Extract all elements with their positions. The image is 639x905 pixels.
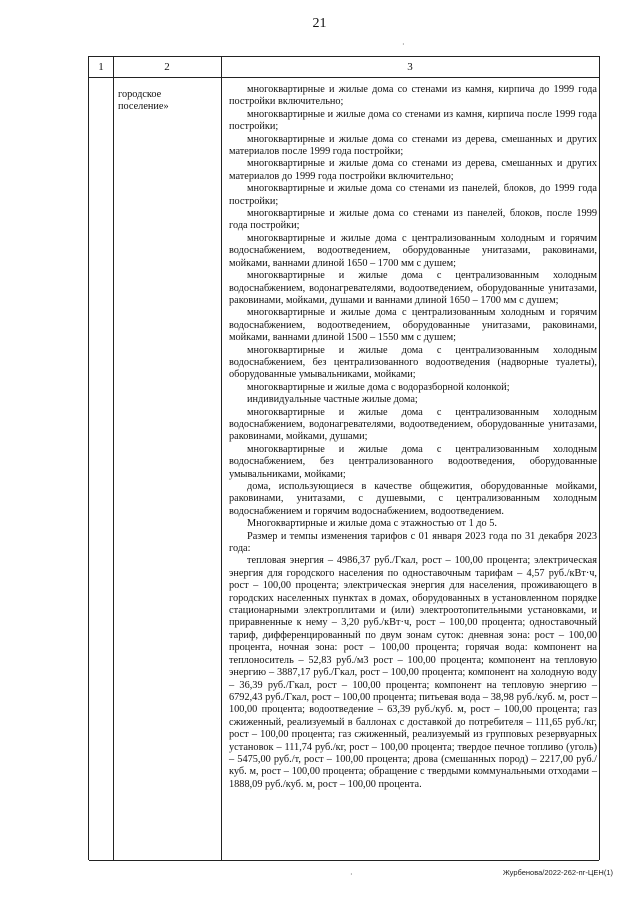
housing-category: многоквартирные и жилые дома со стенами из камня, кирпича после 1999 года постройки; — [229, 108, 597, 133]
table-bottom-border — [89, 860, 599, 861]
housing-category: дома, использующиеся в качестве общежития, оборудованные мойками, раковинами, унитазами, с душевыми, с централизованным холодным водоснабжением и горячим водоснабжением, водоотведением. — [229, 481, 597, 517]
tariff-table — [88, 56, 600, 860]
col-divider-1 — [113, 56, 114, 860]
header-bottom-border — [89, 77, 599, 78]
housing-category: многоквартирные и жилые дома с централизованным холодным водоснабжением, без централизованного водоотведения (надворные туалеты), оборудованные умывальниками, мойками; — [229, 344, 597, 381]
housing-category: многоквартирные и жилые дома с централизованным холодным водоснабжением, водонагревателями, водоотведением, оборудованные унитазами, раковинами, мойками, душами; — [229, 406, 597, 443]
header-col-1: 1 — [98, 61, 104, 73]
settlement-name: городское поселение» — [118, 89, 169, 113]
housing-category: многоквартирные и жилые дома со стенами из дерева, смешанных и других материалов до 1999 года постройки включительно; — [229, 158, 597, 182]
housing-category: многоквартирные и жилые дома с централизованным холодным водоснабжением, без централизованного водоотведения, оборудованные умывальниками, мойками; — [229, 443, 597, 480]
header-col-2: 2 — [164, 61, 170, 73]
tariff-values: тепловая энергия – 4986,37 руб./Гкал, рост – 100,00 процента; электрическая энергия для городского населения по одноставочным тарифам – 4,57 руб./кВт·ч, рост – 100,00 процента; электрическая энергия для населения, проживающего в городских населенных пунктах в домах, оборудованных в установленном порядке стационарными электроплитами и (или) электроотопительными установками, и приравненные к нему – 3,20 руб./кВт·ч, рост – 100,00 процента; одноставочный тариф, дифференцированный по двум зонам суток: дневная зона: рост – 100,00 процента, ночная зона: рост – 100,00 процента; горячая вода: компонент на теплоноситель – 52,83 руб./м3 рост – 100,00 процента; компонент на тепловую энергию – 3887,17 руб./Гкал, рост – 100,00 процента; компонент на холодную воду – 36,39 руб./Гкал, рост – 100,00 процента; компонент на тепловую энергию – 6792,43 руб./Гкал, рост – 100,00 процента; питьевая вода – 38,98 руб./куб. м, рост – 100,00 процента; водоотведение – 63,39 руб./куб. м, рост – 100,00 процента; газ сжиженный, реализуемый в баллонах с доставкой до потребителя – 111,65 руб./кг, рост – 100,00 процента; газ сжиженный, реализуемый из групповых резервуарных установок – 111,74 руб./кг, рост – 100,00 процента; твердое печное топливо (уголь) – 5475,00 руб./т, рост – 100,00 процента; дрова (смешанных пород) – 2217,00 руб./куб. м, рост – 100,00 процента; обращение с твердыми коммунальными отходами – 1888,09 руб./куб. м, рост – 100,00 процента. — [229, 555, 597, 790]
housing-category: многоквартирные и жилые дома со стенами из панелей, блоков, до 1999 года постройки; — [229, 183, 597, 207]
scan-speck: · — [402, 40, 405, 49]
table-top-border — [89, 56, 599, 57]
scan-speck: · — [350, 870, 353, 879]
housing-category: многоквартирные и жилые дома с централизованным холодным водоснабжением, водонагревателями, водоотведением, оборудованные унитазами, раковинами, мойками, душами и ваннами длиной 1650 – 1700 мм с душем; — [229, 270, 597, 306]
col3-content — [229, 84, 597, 791]
housing-category: многоквартирные и жилые дома со стенами из камня, кирпича до 1999 года постройки включительно; — [229, 84, 597, 108]
page-number: 21 — [312, 16, 327, 31]
housing-category: многоквартирные и жилые дома с централизованным холодным и горячим водоснабжением, водоотведением, оборудованные унитазами, раковинами, мойками, ваннами длиной 1500 – 1550 мм с душем; — [229, 307, 597, 344]
housing-category: многоквартирные и жилые дома с водоразборной колонкой; — [247, 381, 510, 393]
housing-category: многоквартирные и жилые дома со стенами из дерева, смешанных и других материалов после 1999 года постройки; — [229, 133, 597, 158]
housing-category: индивидуальные частные жилые дома; — [247, 394, 418, 406]
housing-category: многоквартирные и жилые дома со стенами из панелей, блоков, после 1999 года постройки; — [229, 208, 597, 232]
housing-category: многоквартирные и жилые дома с централизованным холодным и горячим водоснабжением, водоотведением, оборудованные унитазами, раковинами, мойками, ваннами длиной 1650 – 1700 мм с душем; — [229, 232, 597, 269]
floor-count-note: Многоквартирные и жилые дома с этажностью от 1 до 5. — [247, 518, 497, 530]
col-divider-2 — [221, 56, 222, 860]
header-col-3: 3 — [407, 61, 413, 73]
document-code: Журбенова/2022-262-пг-ЦЕН(1) — [502, 868, 613, 877]
tariff-period-heading: Размер и темпы изменения тарифов с 01 января 2023 года по 31 декабря 2023 года: — [229, 530, 597, 555]
